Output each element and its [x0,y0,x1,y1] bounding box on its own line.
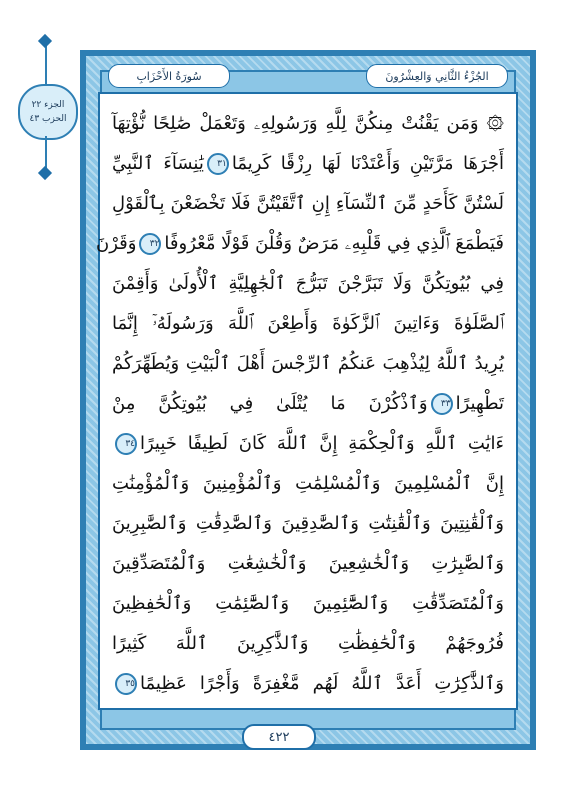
verse-line [112,264,504,304]
side-ornament-diamond-bottom [38,166,52,180]
verse-text: وَٱلْمُتَصَدِّقَٰتِ وَٱلصَّٰٓئِمِينَ وَٱلصَّٰٓئِمَٰتِ وَٱلْحَٰفِظِينَ [112,593,504,614]
verse-text: وَٱذْكُرْنَ مَا يُتْلَىٰ فِي بُيُوتِكُنَّ مِنْ [112,393,428,414]
verse-text: إِنَّ ٱلْمُسْلِمِينَ وَٱلْمُسْلِمَٰتِ وَٱلْمُؤْمِنِينَ وَٱلْمُؤْمِنَٰتِ [112,473,504,494]
verse-text: فِي بُيُوتِكُنَّ وَلَا تَبَرَّجْنَ تَبَرُّجَ ٱلْجَٰهِلِيَّةِ ٱلْأُولَىٰ وَأَقِمْنَ [112,273,504,294]
juz-title: الجُزْءُ الثَّانِي وَالعِشْرُونَ [366,64,508,88]
verse-line [112,544,504,584]
verse-line [112,464,504,504]
verse-line [112,144,504,184]
verse-line [112,344,504,384]
verse-text: وَقَرْنَ [95,233,137,254]
verse-text: لَسْتُنَّ كَأَحَدٍ مِّنَ ٱلنِّسَآءِ إِنِ ٱتَّقَيْتُنَّ فَلَا تَخْضَعْنَ بِٱلْقَوْلِ [112,193,504,214]
verse-line [112,664,504,704]
side-ornament-diamond-top [38,34,52,48]
verse-text: وَٱلصَّٰبِرَٰتِ وَٱلْخَٰشِعِينَ وَٱلْخَٰشِعَٰتِ وَٱلْمُتَصَدِّقِينَ [112,553,504,574]
verse-text: أَجْرَهَا مَرَّتَيْنِ وَأَعْتَدْنَا لَهَا رِزْقًا كَرِيمًا [231,153,504,174]
juz-label: الجزء ٢٢ [31,100,65,110]
verse-text: ٱلصَّلَوٰةَ وَءَاتِينَ ٱلزَّكَوٰةَ وَأَطِعْنَ ٱللَّهَ وَرَسُولَهُۥٓ إِنَّمَا [112,313,504,334]
verse-text: فُرُوجَهُمْ وَٱلْحَٰفِظَٰتِ وَٱلذَّٰكِرِينَ ٱللَّهَ كَثِيرًا [112,633,504,654]
verse-line [112,584,504,624]
verse-text: يُرِيدُ ٱللَّهُ لِيُذْهِبَ عَنكُمُ ٱلرِّجْسَ أَهْلَ ٱلْبَيْتِ وَيُطَهِّرَكُمْ [112,353,504,374]
verse-line [112,504,504,544]
hizb-label: الحزب ٤٣ [29,114,67,124]
verse-line [112,184,504,224]
verse-line [95,224,504,264]
ayah-number-marker: ٣٣ [431,393,453,415]
ayah-number-marker: ٣١ [207,153,229,175]
ayah-number-marker: ٣٢ [139,233,161,255]
ayah-number-marker: ٣٥ [115,673,137,695]
verse-text: فَيَطْمَعَ ٱلَّذِي فِي قَلْبِهِۦ مَرَضٌ وَقُلْنَ قَوْلًا مَّعْرُوفًا [164,233,504,254]
page-number: ٤٢٢ [242,724,316,750]
verse-text: ۞ وَمَن يَقْنُتْ مِنكُنَّ لِلَّهِ وَرَسُولِهِۦ وَتَعْمَلْ صَٰلِحًا نُّؤْتِهَآ [112,113,504,134]
verse-text: ءَايَٰتِ ٱللَّهِ وَٱلْحِكْمَةِ إِنَّ ٱللَّهَ كَانَ لَطِيفًا خَبِيرًا [140,433,504,454]
verse-line [112,424,504,464]
juz-hizb-marker [18,84,78,140]
verse-text: يَٰنِسَآءَ ٱلنَّبِيِّ [112,153,204,174]
verse-line [112,384,504,424]
verse-line [112,624,504,664]
verse-text: وَٱلذَّٰكِرَٰتِ أَعَدَّ ٱللَّهُ لَهُم مَّغْفِرَةً وَأَجْرًا عَظِيمًا [140,673,504,694]
verse-text: وَٱلْقَٰنِتِينَ وَٱلْقَٰنِتَٰتِ وَٱلصَّٰدِقِينَ وَٱلصَّٰدِقَٰتِ وَٱلصَّٰبِرِينَ [112,513,504,534]
verse-lines [95,96,518,708]
verse-line [112,104,504,144]
header-band [98,64,518,88]
verse-text: تَطْهِيرًا [455,393,504,414]
verse-line [112,304,504,344]
ayah-number-marker: ٣٤ [115,433,137,455]
surah-title: سُورَةُ الأَحْزَابِ [108,64,230,88]
